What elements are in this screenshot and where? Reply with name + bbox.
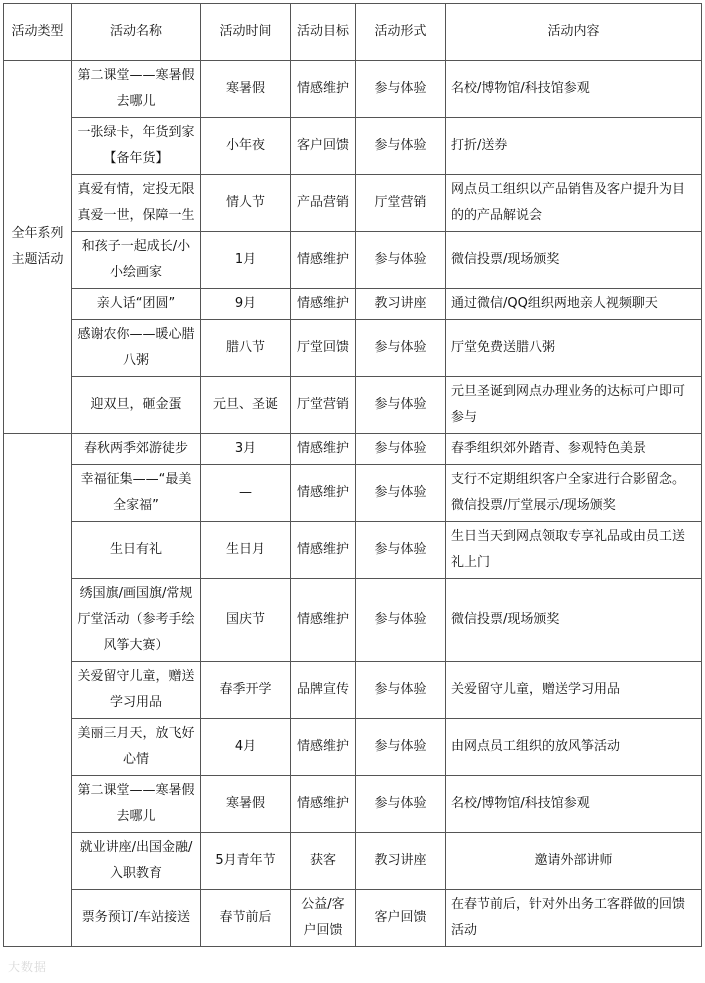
activity-goal-cell: 客户回馈 xyxy=(291,118,356,175)
activity-content-cell: 网点员工组织以产品销售及客户提升为目的的产品解说会 xyxy=(446,175,702,232)
activity-goal-cell: 情感维护 xyxy=(291,289,356,320)
activity-content-cell: 邀请外部讲师 xyxy=(446,833,702,890)
activity-goal-cell: 情感维护 xyxy=(291,434,356,465)
activity-form-cell: 参与体验 xyxy=(356,118,446,175)
activity-type-cell: 全年系列主题活动 xyxy=(4,61,72,434)
activity-time-cell: 腊八节 xyxy=(201,320,291,377)
activity-name-cell: 票务预订/车站接送 xyxy=(72,890,201,947)
activity-time-cell: 1月 xyxy=(201,232,291,289)
activity-time-cell: 元旦、圣诞 xyxy=(201,377,291,434)
activity-name-cell: 和孩子一起成长/小小绘画家 xyxy=(72,232,201,289)
activity-form-cell: 参与体验 xyxy=(356,719,446,776)
header-name: 活动名称 xyxy=(72,4,201,61)
table-row xyxy=(4,890,702,947)
activity-content-cell: 通过微信/QQ组织两地亲人视频聊天 xyxy=(446,289,702,320)
activity-goal-cell: 情感维护 xyxy=(291,61,356,118)
activity-name-cell: 生日有礼 xyxy=(72,522,201,579)
activity-name-cell: 第二课堂——寒暑假去哪儿 xyxy=(72,61,201,118)
activity-content-cell: 春季组织郊外踏青、参观特色美景 xyxy=(446,434,702,465)
table-row xyxy=(4,719,702,776)
activity-time-cell: — xyxy=(201,465,291,522)
activity-form-cell: 参与体验 xyxy=(356,377,446,434)
activity-time-cell: 国庆节 xyxy=(201,579,291,662)
table-row xyxy=(4,232,702,289)
header-time: 活动时间 xyxy=(201,4,291,61)
activity-name-cell: 春秋两季郊游徒步 xyxy=(72,434,201,465)
table-row xyxy=(4,320,702,377)
table-row xyxy=(4,776,702,833)
activity-goal-cell: 情感维护 xyxy=(291,776,356,833)
activity-form-cell: 参与体验 xyxy=(356,662,446,719)
activity-content-cell: 微信投票/现场颁奖 xyxy=(446,232,702,289)
header-form: 活动形式 xyxy=(356,4,446,61)
activity-time-cell: 寒暑假 xyxy=(201,61,291,118)
activity-time-cell: 5月青年节 xyxy=(201,833,291,890)
activity-time-cell: 4月 xyxy=(201,719,291,776)
table-row xyxy=(4,434,702,465)
activity-form-cell: 参与体验 xyxy=(356,320,446,377)
table-row xyxy=(4,662,702,719)
table-header-row xyxy=(4,4,702,61)
activity-goal-cell: 品牌宣传 xyxy=(291,662,356,719)
activity-content-cell: 厅堂免费送腊八粥 xyxy=(446,320,702,377)
table-row xyxy=(4,289,702,320)
activity-form-cell: 参与体验 xyxy=(356,776,446,833)
activity-content-cell: 微信投票/现场颁奖 xyxy=(446,579,702,662)
table-row xyxy=(4,175,702,232)
activity-goal-cell: 获客 xyxy=(291,833,356,890)
activity-name-cell: 迎双旦，砸金蛋 xyxy=(72,377,201,434)
header-content: 活动内容 xyxy=(446,4,702,61)
activity-content-cell: 由网点员工组织的放风筝活动 xyxy=(446,719,702,776)
activity-time-cell: 春节前后 xyxy=(201,890,291,947)
activity-time-cell: 春季开学 xyxy=(201,662,291,719)
activity-content-cell: 名校/博物馆/科技馆参观 xyxy=(446,61,702,118)
activity-goal-cell: 情感维护 xyxy=(291,719,356,776)
activity-content-cell: 生日当天到网点领取专享礼品或由员工送礼上门 xyxy=(446,522,702,579)
activity-content-cell: 元旦圣诞到网点办理业务的达标可户即可参与 xyxy=(446,377,702,434)
activity-name-cell: 真爱有情，定投无限真爱一世，保障一生 xyxy=(72,175,201,232)
table-row xyxy=(4,61,702,118)
activity-form-cell: 参与体验 xyxy=(356,579,446,662)
activity-goal-cell: 厅堂回馈 xyxy=(291,320,356,377)
activity-goal-cell: 情感维护 xyxy=(291,232,356,289)
activity-name-cell: 感谢农你——暖心腊八粥 xyxy=(72,320,201,377)
header-goal: 活动目标 xyxy=(291,4,356,61)
activity-time-cell: 生日月 xyxy=(201,522,291,579)
activity-time-cell: 情人节 xyxy=(201,175,291,232)
activity-name-cell: 幸福征集——“最美全家福” xyxy=(72,465,201,522)
activity-goal-cell: 产品营销 xyxy=(291,175,356,232)
activity-content-cell: 名校/博物馆/科技馆参观 xyxy=(446,776,702,833)
activity-form-cell: 参与体验 xyxy=(356,232,446,289)
activity-time-cell: 寒暑假 xyxy=(201,776,291,833)
table-row xyxy=(4,465,702,522)
activity-type-cell xyxy=(4,434,72,947)
activity-goal-cell: 情感维护 xyxy=(291,522,356,579)
activity-name-cell: 第二课堂——寒暑假去哪儿 xyxy=(72,776,201,833)
activity-name-cell: 亲人话“团圆” xyxy=(72,289,201,320)
activity-content-cell: 支行不定期组织客户全家进行合影留念。微信投票/厅堂展示/现场颁奖 xyxy=(446,465,702,522)
activity-goal-cell: 厅堂营销 xyxy=(291,377,356,434)
table-row xyxy=(4,118,702,175)
activity-name-cell: 关爱留守儿童，赠送学习用品 xyxy=(72,662,201,719)
activity-form-cell: 厅堂营销 xyxy=(356,175,446,232)
activity-goal-cell: 情感维护 xyxy=(291,465,356,522)
activity-form-cell: 客户回馈 xyxy=(356,890,446,947)
activity-time-cell: 3月 xyxy=(201,434,291,465)
watermark: 大数据 xyxy=(8,960,48,974)
activity-form-cell: 教习讲座 xyxy=(356,289,446,320)
table-row xyxy=(4,833,702,890)
activity-name-cell: 一张绿卡，年货到家【备年货】 xyxy=(72,118,201,175)
activity-table xyxy=(3,3,702,947)
table-row xyxy=(4,522,702,579)
table-row xyxy=(4,377,702,434)
activity-form-cell: 参与体验 xyxy=(356,61,446,118)
activity-name-cell: 绣国旗/画国旗/常规厅堂活动（参考手绘风筝大赛） xyxy=(72,579,201,662)
activity-time-cell: 小年夜 xyxy=(201,118,291,175)
activity-content-cell: 打折/送券 xyxy=(446,118,702,175)
activity-form-cell: 参与体验 xyxy=(356,434,446,465)
activity-content-cell: 在春节前后，针对外出务工客群做的回馈活动 xyxy=(446,890,702,947)
table-row xyxy=(4,579,702,662)
activity-form-cell: 参与体验 xyxy=(356,522,446,579)
activity-time-cell: 9月 xyxy=(201,289,291,320)
activity-name-cell: 就业讲座/出国金融/入职教育 xyxy=(72,833,201,890)
activity-goal-cell: 情感维护 xyxy=(291,579,356,662)
activity-name-cell: 美丽三月天，放飞好心情 xyxy=(72,719,201,776)
activity-content-cell: 关爱留守儿童，赠送学习用品 xyxy=(446,662,702,719)
activity-goal-cell: 公益/客户回馈 xyxy=(291,890,356,947)
header-type: 活动类型 xyxy=(4,4,72,61)
activity-form-cell: 参与体验 xyxy=(356,465,446,522)
activity-form-cell: 教习讲座 xyxy=(356,833,446,890)
